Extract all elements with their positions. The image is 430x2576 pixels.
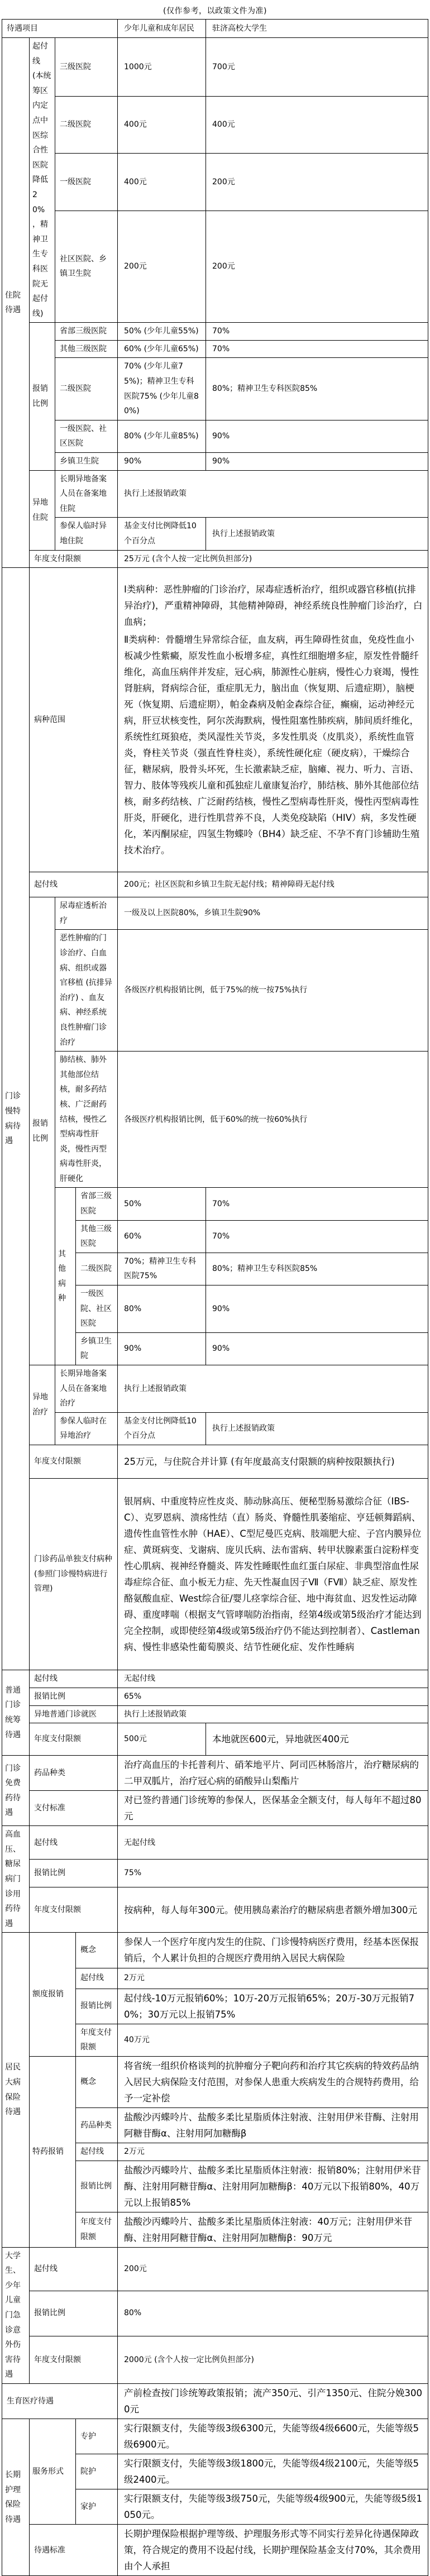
- group-label-student-accident: 大学生、少年儿童门急诊意外伤害待遇: [2, 2247, 30, 2383]
- value-student: 90%: [206, 453, 428, 471]
- value-resident: 400元: [118, 154, 206, 211]
- table-row: [2, 568, 428, 872]
- value-student: 70%: [206, 340, 428, 358]
- value-merged: 80%: [118, 2291, 428, 2336]
- value-student: 400元: [206, 97, 428, 154]
- value-student: 80%；精神卫生专科医院85%: [206, 358, 428, 420]
- value-resident: 70% (少年儿童75%)；精神卫生专科医院75% (少年儿童80%): [118, 358, 206, 420]
- value-merged: 执行上述报销政策: [118, 1705, 428, 1723]
- annual-limit-label: 年度支付限额: [30, 550, 118, 568]
- disease-scope-value: [118, 568, 428, 872]
- deductible-label: 起付线: [76, 1968, 118, 1989]
- table-row: [2, 1705, 428, 1723]
- value-student: 70%: [206, 323, 428, 341]
- value-merged: 盐酸沙丙蝶呤片、盐酸多柔比星脂质体注射液、注射用伊米苷酶、注射用阿糖苷酶α、注射用阿加糖酶β: [118, 2107, 428, 2143]
- table-row: [2, 1826, 428, 1860]
- value-merged: 25万元 (含个人按一定比例负担部分): [118, 550, 428, 568]
- deductible-label: 起付线 (本统筹区内定点中医综合性医院降低20%，精神卫生专科医院无起付线): [30, 38, 55, 323]
- ratio-label: 报销比例: [30, 897, 55, 1365]
- deductible-label: 起付线: [76, 2143, 118, 2161]
- drug-type-label: 药品种类: [76, 2107, 118, 2143]
- deductible-label: 起付线: [30, 2247, 118, 2291]
- disease-group-label: 肺结核、肺外其他部位结核，耐多药结核、广泛耐药结核，慢性乙型病毒性肝炎，慢性丙型病毒性肝炎，肝硬化: [55, 1052, 118, 1188]
- remote-case-label: 参保人临时在异地治疗: [55, 1412, 118, 1445]
- annual-limit-label: 年度支付限额: [30, 1445, 118, 1478]
- disease-group-label: 恶性肿瘤的门诊治疗、白血病、组织或器官移植 (抗排异治疗) 、血友病、神经系统良性肿瘤门诊治疗: [55, 930, 118, 1052]
- value-resident: 400元: [118, 97, 206, 154]
- ratio-label: 报销比例: [30, 2291, 118, 2336]
- value-merged: 2万元: [118, 1968, 428, 1989]
- concept-label: 概念: [76, 2056, 118, 2107]
- value-resident: 70%；精神卫生专科医院75%: [118, 1253, 206, 1285]
- value-resident: 基金支付比例降低10个百分点: [118, 518, 206, 550]
- value-student: 90%: [206, 1285, 428, 1333]
- hospital-level-label: 省部三级医院: [55, 323, 118, 341]
- table-row: [2, 872, 428, 897]
- table-row: [2, 550, 428, 568]
- table-row: [2, 1688, 428, 1705]
- table-row: [2, 1670, 428, 1688]
- value-merged: 无起付线: [118, 1826, 428, 1860]
- value-resident: 50% (少年儿童55%): [118, 323, 206, 341]
- disease-scope-class1: Ⅰ类病种：恶性肿瘤的门诊治疗，尿毒症透析治疗，组织或器官移植(抗排异治疗)，严重精神障碍，其他精神障碍，神经系统良性肿瘤门诊治疗，白血病；: [124, 584, 423, 628]
- value-resident: 500元: [118, 1723, 206, 1756]
- value-merged: 一级及以上医院80%，乡镇卫生院90%: [118, 897, 428, 930]
- annual-limit-label: 年度支付限额: [76, 2024, 118, 2056]
- value-resident: 80%: [118, 1285, 206, 1333]
- value-resident: 1000元: [118, 38, 206, 97]
- value-merged: 200元；社区医院和乡镇卫生院无起付线；精神障碍无起付线: [118, 872, 428, 897]
- drug-type-label: 药品种类: [30, 1756, 118, 1791]
- table-row: [2, 1860, 428, 1887]
- table-row: [2, 1756, 428, 1791]
- ratio-label: 报销比例: [30, 323, 55, 470]
- table-header-row: [2, 20, 428, 38]
- annual-limit-label: 年度支付限额: [30, 2336, 118, 2383]
- value-merged: 实行限额支付，失能等级3级1800元，失能等级4级2100元，失能等级5级2400元。: [118, 2454, 428, 2489]
- value-resident: 50%: [118, 1188, 206, 1220]
- value-resident: 200元: [118, 211, 206, 323]
- table-row: [2, 1365, 428, 1413]
- ratio-label: 报销比例: [76, 2161, 118, 2212]
- pay-standard-label: 支付标准: [30, 1791, 118, 1826]
- table-row: [2, 211, 428, 323]
- value-resident: 基金支付比例降低10个百分点: [118, 1412, 206, 1445]
- table-row: [2, 2336, 428, 2383]
- hospital-level-label: 一级医院、社区医院: [76, 1285, 118, 1333]
- group-label-hospitalization: 住院待遇: [2, 38, 30, 568]
- value-student: 本地就医600元，异地就医400元: [206, 1723, 428, 1756]
- deductible-label: 起付线: [30, 872, 118, 897]
- remote-case-label: 长期异地备案人员在备案地住院: [55, 470, 118, 518]
- table-row: [2, 897, 428, 930]
- group-label-maternity: 生育医疗待遇: [2, 2384, 118, 2419]
- hospital-level-label: 二级医院: [55, 97, 118, 154]
- hospital-level-label: 其他三级医院: [55, 340, 118, 358]
- deductible-label: 起付线: [30, 1826, 118, 1860]
- separate-pay-drug-label: 门诊药品单独支付病种 (参照门诊慢特病进行管理): [30, 1478, 118, 1670]
- table-row: [2, 340, 428, 358]
- value-merged: 实行限额支付，失能等级3级750元，失能等级4级900元，失能等级5级1050元。: [118, 2489, 428, 2525]
- remote-outpatient-label: 异地普通门诊就医: [30, 1705, 118, 1723]
- group-label-hypertension-diabetes: 高血压、糖尿病门诊用药待遇: [2, 1826, 30, 1933]
- separate-pay-drug-value: 银屑病、中重度特应性皮炎、肺动脉高压、便秘型肠易激综合征（IBS-C）、克罗恩病、溃疡性结（直）肠炎、脊髓性肌萎缩症、亨廷顿舞蹈病、遗传性血管性水肿（HAE）、C型尼曼匹克病、肢端肥大症、子宫内膜异位症、黄斑病变、戈谢病、庞贝氏病、法布雷病、转甲状腺素蛋白淀粉样变性心肌病、视神经脊髓炎、阵发性睡眠性血红蛋白尿症、非典型溶血性尿毒症综合征、血小板无力症、先天性凝血因子Ⅶ（FⅦ）缺乏症、原发性酪氨酸血症、West综合征/婴儿痉挛综合征、地中海贫血、迟发性运动障碍、重度哮喘（根据支气管哮喘防治指南，经第4级或第5级治疗才能达到完全控制，或即使经第4级或第5级治疗仍不能达到控制者）、Castleman病、慢性非感染性葡萄膜炎、结节性硬化症、发作性睡病: [118, 1478, 428, 1670]
- disease-scope-label: 病种范围: [30, 568, 118, 872]
- table-row: [2, 323, 428, 341]
- value-merged: 无起付线: [118, 1670, 428, 1688]
- ratio-label: 报销比例: [30, 1860, 118, 1887]
- value-resident: 90%: [118, 1332, 206, 1365]
- value-student: 200元: [206, 211, 428, 323]
- value-merged: 65%: [118, 1688, 428, 1705]
- value-merged: 执行上述报销政策: [118, 470, 428, 518]
- value-merged: 执行上述报销政策: [118, 1365, 428, 1413]
- ratio-label: 报销比例: [76, 1989, 118, 2024]
- hospital-level-label: 二级医院: [55, 358, 118, 420]
- remote-case-label: 参保人临时异地住院: [55, 518, 118, 550]
- concept-value: 将省统一组织价格谈判的抗肿瘤分子靶向药和治疗其它疾病的特效药品纳入居民大病保险支付范围，对参保人患重大疾病发生的合规特药费用，给予一定补偿: [118, 2056, 428, 2107]
- value-merged: 200元: [118, 2247, 428, 2291]
- page-title: (仅作参考，以政策文件为准): [163, 7, 267, 16]
- hospital-level-label: 一级医院: [55, 154, 118, 211]
- quota-reimburse-label: 额度报销: [30, 1933, 76, 2056]
- value-merged: 各级医疗机构报销比例，低于75%的统一按75%执行: [118, 930, 428, 1052]
- table-row: [2, 1791, 428, 1826]
- disease-group-label: 尿毒症透析治疗: [55, 897, 118, 930]
- value-merged: 2000元 (含个人按一定比例负担部分): [118, 2336, 428, 2383]
- annual-limit-label: 年度支付限额: [30, 1723, 118, 1756]
- concept-label: 概念: [76, 1933, 118, 1968]
- value-merged: 75%: [118, 1860, 428, 1887]
- ratio-label: 报销比例: [30, 1688, 118, 1705]
- care-type-label: 家护: [76, 2489, 118, 2525]
- table-row: [2, 154, 428, 211]
- table-row: [2, 930, 428, 1052]
- hospital-level-label: 一级医院、社区医院: [55, 420, 118, 452]
- table-row: [2, 1412, 428, 1445]
- value-student: 执行上述报销政策: [206, 1412, 428, 1445]
- deductible-label: 起付线: [30, 1670, 118, 1688]
- value-student: 70%: [206, 1188, 428, 1220]
- annual-limit-label: 年度支付限额: [76, 2212, 118, 2247]
- col-header-resident: 少年儿童和成年居民: [118, 20, 206, 38]
- table-row: [2, 97, 428, 154]
- table-row: [2, 2247, 428, 2291]
- group-label-general-outpatient: 普通门诊统筹待遇: [2, 1670, 30, 1755]
- annual-limit-label: 年度支付限额: [30, 1887, 118, 1933]
- value-merged: 40万元: [118, 2024, 428, 2056]
- col-header-item: 待遇项目: [2, 20, 118, 38]
- value-student: 90%: [206, 1332, 428, 1365]
- hospital-level-label: 其他三级医院: [76, 1220, 118, 1253]
- benefit-table: [2, 19, 428, 2576]
- table-row: [2, 518, 428, 550]
- hospital-level-label: 乡镇卫生院: [55, 453, 118, 471]
- value-student: 80%；精神卫生专科医院85%: [206, 1253, 428, 1285]
- table-row: [2, 453, 428, 471]
- table-row: [2, 1933, 428, 1968]
- hospital-level-label: 社区医院、乡镇卫生院: [55, 211, 118, 323]
- table-row: [2, 358, 428, 420]
- value-student: 700元: [206, 38, 428, 97]
- value-resident: 60%: [118, 1220, 206, 1253]
- value-resident: 60% (少年儿童65%): [118, 340, 206, 358]
- group-label-outpatient-chronic: 门诊慢特病待遇: [2, 568, 30, 1670]
- remote-case-label: 长期异地备案人员在备案地治疗: [55, 1365, 118, 1413]
- table-row: [2, 1478, 428, 1670]
- table-row: [2, 1188, 428, 1220]
- table-row: [2, 2419, 428, 2454]
- drug-type-value: 治疗高血压的卡托普利片、硝苯地平片、阿司匹林肠溶片，治疗糖尿病的二甲双胍片，治疗冠心病的硝酸异山梨酯片: [118, 1756, 428, 1791]
- value-merged: 盐酸沙丙蝶呤片、盐酸多柔比星脂质体注射液：40万元；注射用伊米苷酶、注射用阿糖苷酶α、注射用阿加糖酶β：90万元: [118, 2212, 428, 2247]
- table-row: [2, 1052, 428, 1188]
- hospital-level-label: 三级医院: [55, 38, 118, 97]
- group-label-critical-illness: 居民大病保险待遇: [2, 1933, 30, 2247]
- table-row: [2, 38, 428, 97]
- value-merged: 实行限额支付，失能等级3级6300元，失能等级4级6600元，失能等级5级6900元。: [118, 2419, 428, 2454]
- disease-scope-class2: Ⅱ类病种：骨髓增生异常综合征，血友病，再生障碍性贫血，免疫性血小板减少性紫癜，原发性血小板增多症，真性红细胞增多症，原发性骨髓纤维化，高血压病伴并发症，冠心病，肺源性心脏病，慢性心力衰竭，慢性肾脏病，肾病综合征，重症肌无力，脑出血（恢复期、后遗症期），脑梗死（恢复期、后遗症期），帕金森病及帕金森综合征，癫痫，运动神经元病，肝豆状核变性，阿尔茨海默病，慢性阻塞性肺疾病，肺间质纤维化，系统性红斑狼疮，类风湿性关节炎，多发性肌炎（皮肌炎），系统性血管炎，脊柱关节炎（强直性脊柱炎），系统性硬化症（硬皮病），干燥综合征，糖尿病，股骨头坏死，生长激素缺乏症，脑瘫、视力、听力、言语、智力、肢体等残疾儿童和孤独症儿童康复治疗，肺结核、肺外其他部位结核，耐多药结核、广泛耐药结核，慢性乙型病毒性肝炎，慢性丙型病毒性肝炎，肝硬化，进行性肌营养不良，人类免疫缺陷（HIV）病，多发性硬化，苯丙酮尿症，四氢生物蝶呤（BH4）缺乏症、不孕不育门诊辅助生殖技术治疗。: [124, 634, 420, 856]
- hospital-level-label: 省部三级医院: [76, 1188, 118, 1220]
- benefit-standard-label: 待遇标准: [30, 2525, 118, 2576]
- value-merged: 按病种，每人每年300元。使用胰岛素治疗的糖尿病患者额外增加300元: [118, 1887, 428, 1933]
- special-drug-reimburse-label: 特药报销: [30, 2056, 76, 2247]
- remote-treatment-label: 异地治疗: [30, 1365, 55, 1445]
- value-student: 200元: [206, 154, 428, 211]
- value-student: 90%: [206, 420, 428, 452]
- value-merged: 盐酸沙丙蝶呤片、盐酸多柔比星脂质体注射液：报销80%；注射用伊米苷酶、注射用阿糖苷酶α、注射用阿加糖酶β：40万元以下报销80%，40万元以上报销85%: [118, 2161, 428, 2212]
- value-merged: 各级医疗机构报销比例，低于60%的统一按60%执行: [118, 1052, 428, 1188]
- col-header-student: 驻济高校大学生: [206, 20, 428, 38]
- table-row: [2, 420, 428, 452]
- value-merged: 2万元: [118, 2143, 428, 2161]
- table-row: [2, 2056, 428, 2107]
- table-row: [2, 2525, 428, 2576]
- value-merged: 起付线-10万元报销60%；10万-20万元报销65%；20万-30万元报销70%；30万元以上报销75%: [118, 1989, 428, 2024]
- table-row: [2, 1723, 428, 1756]
- table-row: [2, 2384, 428, 2419]
- remote-hospitalization-label: 异地住院: [30, 470, 55, 550]
- table-row: [2, 1445, 428, 1478]
- benefit-standard-value: 长期护理保险根据护理等级、护理服务形式等不同实行差异化待遇保障政策，符合规定的费用不设起付线，长期护理保险基金支付70%，其余费用由个人承担: [118, 2525, 428, 2576]
- hospital-level-label: 二级医院: [76, 1253, 118, 1285]
- hospital-level-label: 乡镇卫生院: [76, 1332, 118, 1365]
- group-label-free-drug: 门诊免费药待遇: [2, 1756, 30, 1826]
- value-resident: 90%: [118, 453, 206, 471]
- value-merged: 25万元，与住院合并计算 (有年度最高支付限额的病种按限额执行): [118, 1445, 428, 1478]
- table-row: [2, 470, 428, 518]
- care-type-label: 院护: [76, 2454, 118, 2489]
- value-student: 70%: [206, 1220, 428, 1253]
- pay-standard-value: 对已签约普通门诊统筹的参保人，医保基金全额支付，每人每年不超过80元: [118, 1791, 428, 1826]
- table-row: [2, 2291, 428, 2336]
- care-type-label: 专护: [76, 2419, 118, 2454]
- service-form-label: 服务形式: [30, 2419, 76, 2525]
- other-diseases-label: 其他病种: [55, 1188, 76, 1365]
- value-merged: 产前检查按门诊统筹政策报销；流产350元、引产1350元、住院分娩3000元: [118, 2384, 428, 2419]
- value-student: 执行上述报销政策: [206, 518, 428, 550]
- group-label-longterm-care: 长期护理保险待遇: [2, 2419, 30, 2576]
- table-row: [2, 1887, 428, 1933]
- value-resident: 80% (少年儿童85%): [118, 420, 206, 452]
- concept-value: 参保人一个医疗年度内发生的住院、门诊慢特病医疗费用，经基本医保报销后，个人累计负担的合规医疗费用纳入居民大病保险: [118, 1933, 428, 1968]
